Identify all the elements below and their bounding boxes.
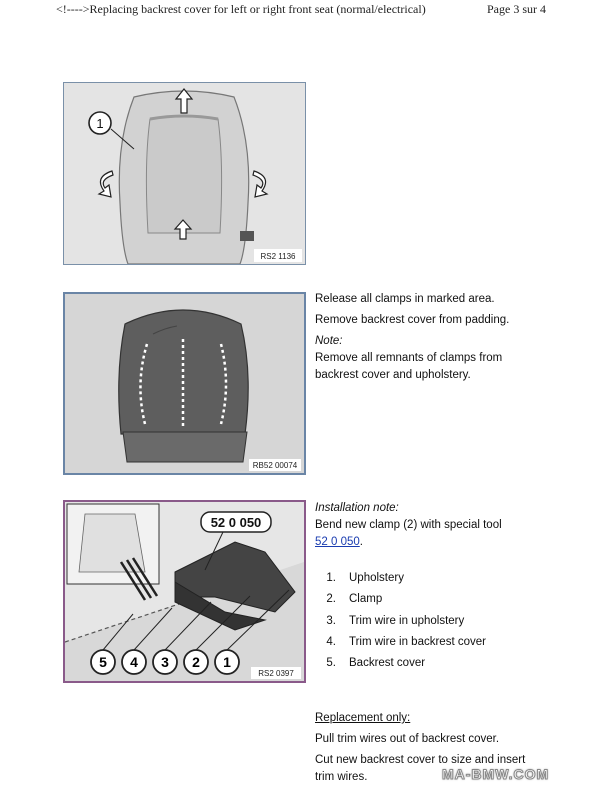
legend-number: 1. [326, 572, 336, 584]
backrest-illustration [64, 83, 305, 264]
installation-note-text: Bend new clamp (2) with special tool [315, 519, 502, 531]
replacement-step: trim wires. [315, 771, 368, 783]
installation-note [315, 500, 502, 551]
callout-number: 4 [130, 654, 138, 670]
replacement-heading: Replacement only: [315, 712, 411, 724]
replacement-step: Pull trim wires out of backrest cover. [315, 733, 500, 745]
note-text: backrest cover and upholstery. [315, 369, 471, 381]
step-text: Release all clamps in marked area. [315, 293, 495, 305]
replacement-step: Cut new backrest cover to size and insert [315, 754, 526, 766]
callout-number: 2 [192, 654, 200, 670]
legend-number: 4. [326, 635, 336, 648]
tool-label: 52 0 050 [210, 515, 262, 530]
callout-number: 1 [96, 116, 104, 131]
legend-number: 2. [326, 593, 336, 606]
figure-code: RB52 00074 [252, 461, 298, 470]
legend-label: Upholstery [349, 572, 404, 584]
callout-number: 1 [223, 654, 231, 670]
installation-note-heading: Installation note: [315, 502, 399, 514]
page-number: Page 3 sur 4 [487, 2, 546, 16]
watermark-logo: MA-BMW.COM [442, 766, 550, 782]
note-text: Remove all remnants of clamps from [315, 352, 503, 364]
legend-label: Clamp [349, 593, 383, 606]
figure-backrest-removal [63, 82, 306, 265]
callout-number: 3 [161, 654, 169, 670]
figure-code: RS2 0397 [258, 669, 294, 678]
step-text: Remove backrest cover from padding. [315, 314, 510, 326]
special-tool-link[interactable]: 52 0 050 [315, 536, 360, 548]
cover-illustration [65, 294, 304, 473]
figure-installation-detail [63, 500, 306, 683]
legend-label: Backrest cover [349, 657, 426, 670]
legend-label: Trim wire in upholstery [349, 614, 465, 627]
instructions-clamps [315, 291, 509, 384]
legend-number: 3. [326, 614, 336, 627]
note-heading: Note: [315, 335, 343, 347]
installation-illustration [65, 502, 304, 681]
link-suffix: . [359, 536, 363, 548]
figure-code: RS2 1136 [260, 252, 296, 261]
callout-number: 5 [99, 654, 107, 670]
legend-number: 5. [326, 657, 336, 670]
page-header-title: <!---->Replacing backrest cover for left or right front seat (normal/electrical) [56, 2, 426, 16]
legend-label: Trim wire in backrest cover [349, 635, 486, 648]
figure-clamp-areas [63, 292, 306, 475]
